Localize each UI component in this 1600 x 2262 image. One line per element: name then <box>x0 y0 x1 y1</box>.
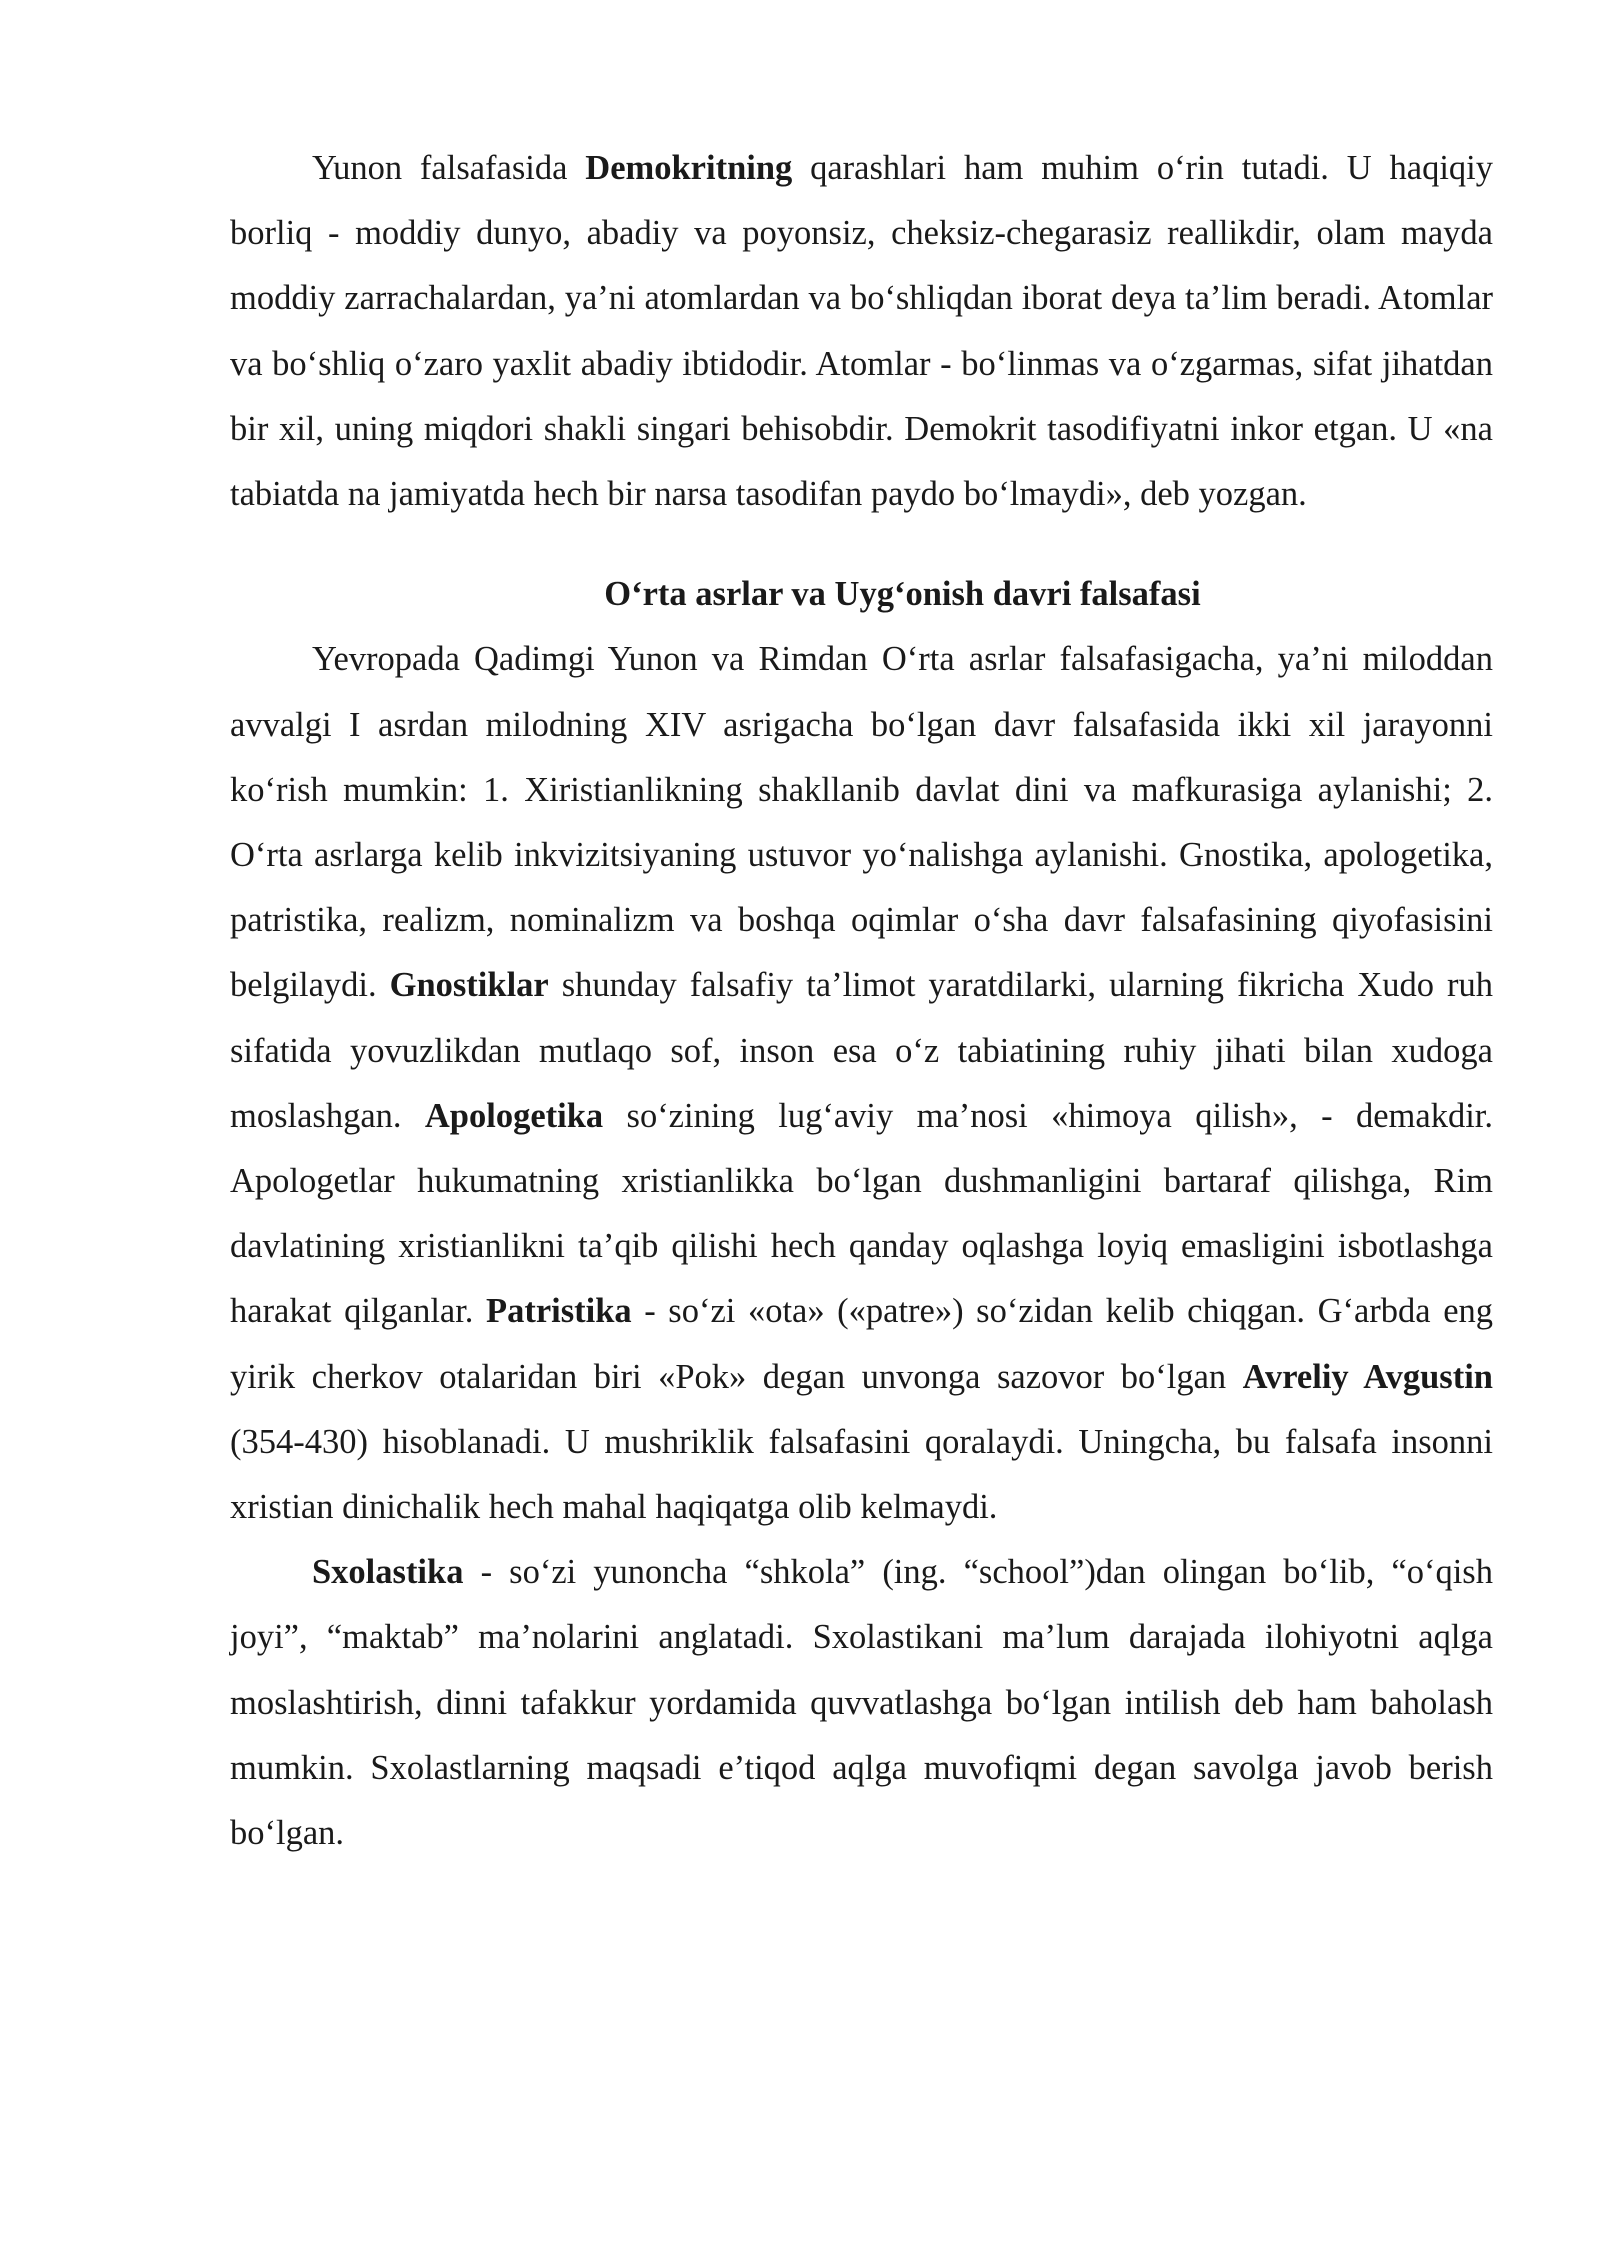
paragraph-text: Yunon falsafasida <box>312 149 586 187</box>
section-heading <box>230 562 1493 627</box>
paragraph-democritus <box>230 136 1493 527</box>
bold-term-demokritning: Demokritning <box>585 149 793 187</box>
section-heading-text: O‘rta asrlar va Uyg‘onish davri falsafasi <box>604 575 1201 614</box>
bold-term-patristika: Patristika <box>486 1292 632 1331</box>
paragraph-text: qarashlari ham muhim o‘rin tutadi. U haqiqiy borliq - moddiy dunyo, abadiy va poyonsiz, cheksiz-chegarasiz reallikdir, olam mayda moddiy zarrachalardan, ya’ni atomlardan va bo‘shliqdan iborat deya ta’lim beradi. Atomlar va bo‘shliq o‘zaro yaxlit abadiy ibtidodir. Atomlar - bo‘linmas va o‘zgarmas, sifat jihatdan bir xil, uning miqdori shakli singari behisobdir. Demokrit tasodifiyatni inkor etgan. U «na tabiatda na jamiyatda hech bir narsa tasodifan paydo bo‘lmaydi», deb yozgan. <box>230 149 1493 514</box>
bold-term-gnostiklar: Gnostiklar <box>389 966 549 1005</box>
bold-term-avreliy-avgustin: Avreliy Avgustin <box>1242 1357 1493 1396</box>
paragraph-text: Yevropada Qadimgi Yunon va Rimdan O‘rta asrlar falsafasigacha, ya’ni miloddan avvalgi I asrdan milodning XIV asrigacha bo‘lgan davr falsafasida ikki xil jarayonni ko‘rish mumkin: 1. Xiristianlikning shakllanib davlat dini va mafkurasiga aylanishi; 2. O‘rta asrlarga kelib inkvizitsiyaning ustuvor yo‘nalishga aylanishi. Gnostika, apologetika, patristika, realizm, nominalizm va boshqa oqimlar o‘sha davr falsafasining qiyofasisini belgilaydi. <box>230 640 1493 1005</box>
paragraph-middle-ages <box>230 627 1493 1540</box>
bold-term-apologetika: Apologetika <box>424 1096 604 1135</box>
paragraph-text: so‘zining lug‘aviy ma’nosi «himoya qilish», - demakdir. Apologetlar hukumatning xristianlikka bo‘lgan dushmanligini bartaraf qilishga, Rim davlatining xristianlikni ta’qib qilishi hech qanday oqlashga loyiq emasligini isbotlashga harakat qilganlar. <box>230 1096 1493 1331</box>
paragraph-text: - so‘zi «ota» («patre») so‘zidan kelib chiqgan. G‘arbda eng yirik cherkov otalaridan biri «Pok» degan unvonga sazovor bo‘lgan <box>230 1292 1494 1396</box>
paragraph-scholasticism <box>230 1540 1493 1866</box>
document-page <box>230 136 1493 1866</box>
paragraph-text: (354-430) hisoblanadi. U mushriklik falsafasini qoralaydi. Uningcha, bu falsafa insonni xristian dinichalik hech mahal haqiqatga olib kelmaydi. <box>230 1422 1493 1527</box>
paragraph-text: - so‘zi yunoncha “shkola” (ing. “school”)dan olingan bo‘lib, “o‘qish joyi”, “maktab” ma’nolarini anglatadi. Sxolastikani ma’lum darajada ilohiyotni aqlga moslashtirish, dinni tafakkur yordamida quvvatlashga bo‘lgan intilish deb ham baholash mumkin. Sxolastlarning maqsadi e’tiqod aqlga muvofiqmi degan savolga javob berish bo‘lgan. <box>230 1553 1493 1853</box>
bold-term-sxolastika: Sxolastika <box>312 1553 464 1592</box>
paragraph-text: shunday falsafiy ta’limot yaratdilarki, ularning fikricha Xudo ruh sifatida yovuzlikdan mutlaqo sof, inson esa o‘z tabiatining ruhiy jihati bilan xudoga moslashgan. <box>230 966 1493 1135</box>
